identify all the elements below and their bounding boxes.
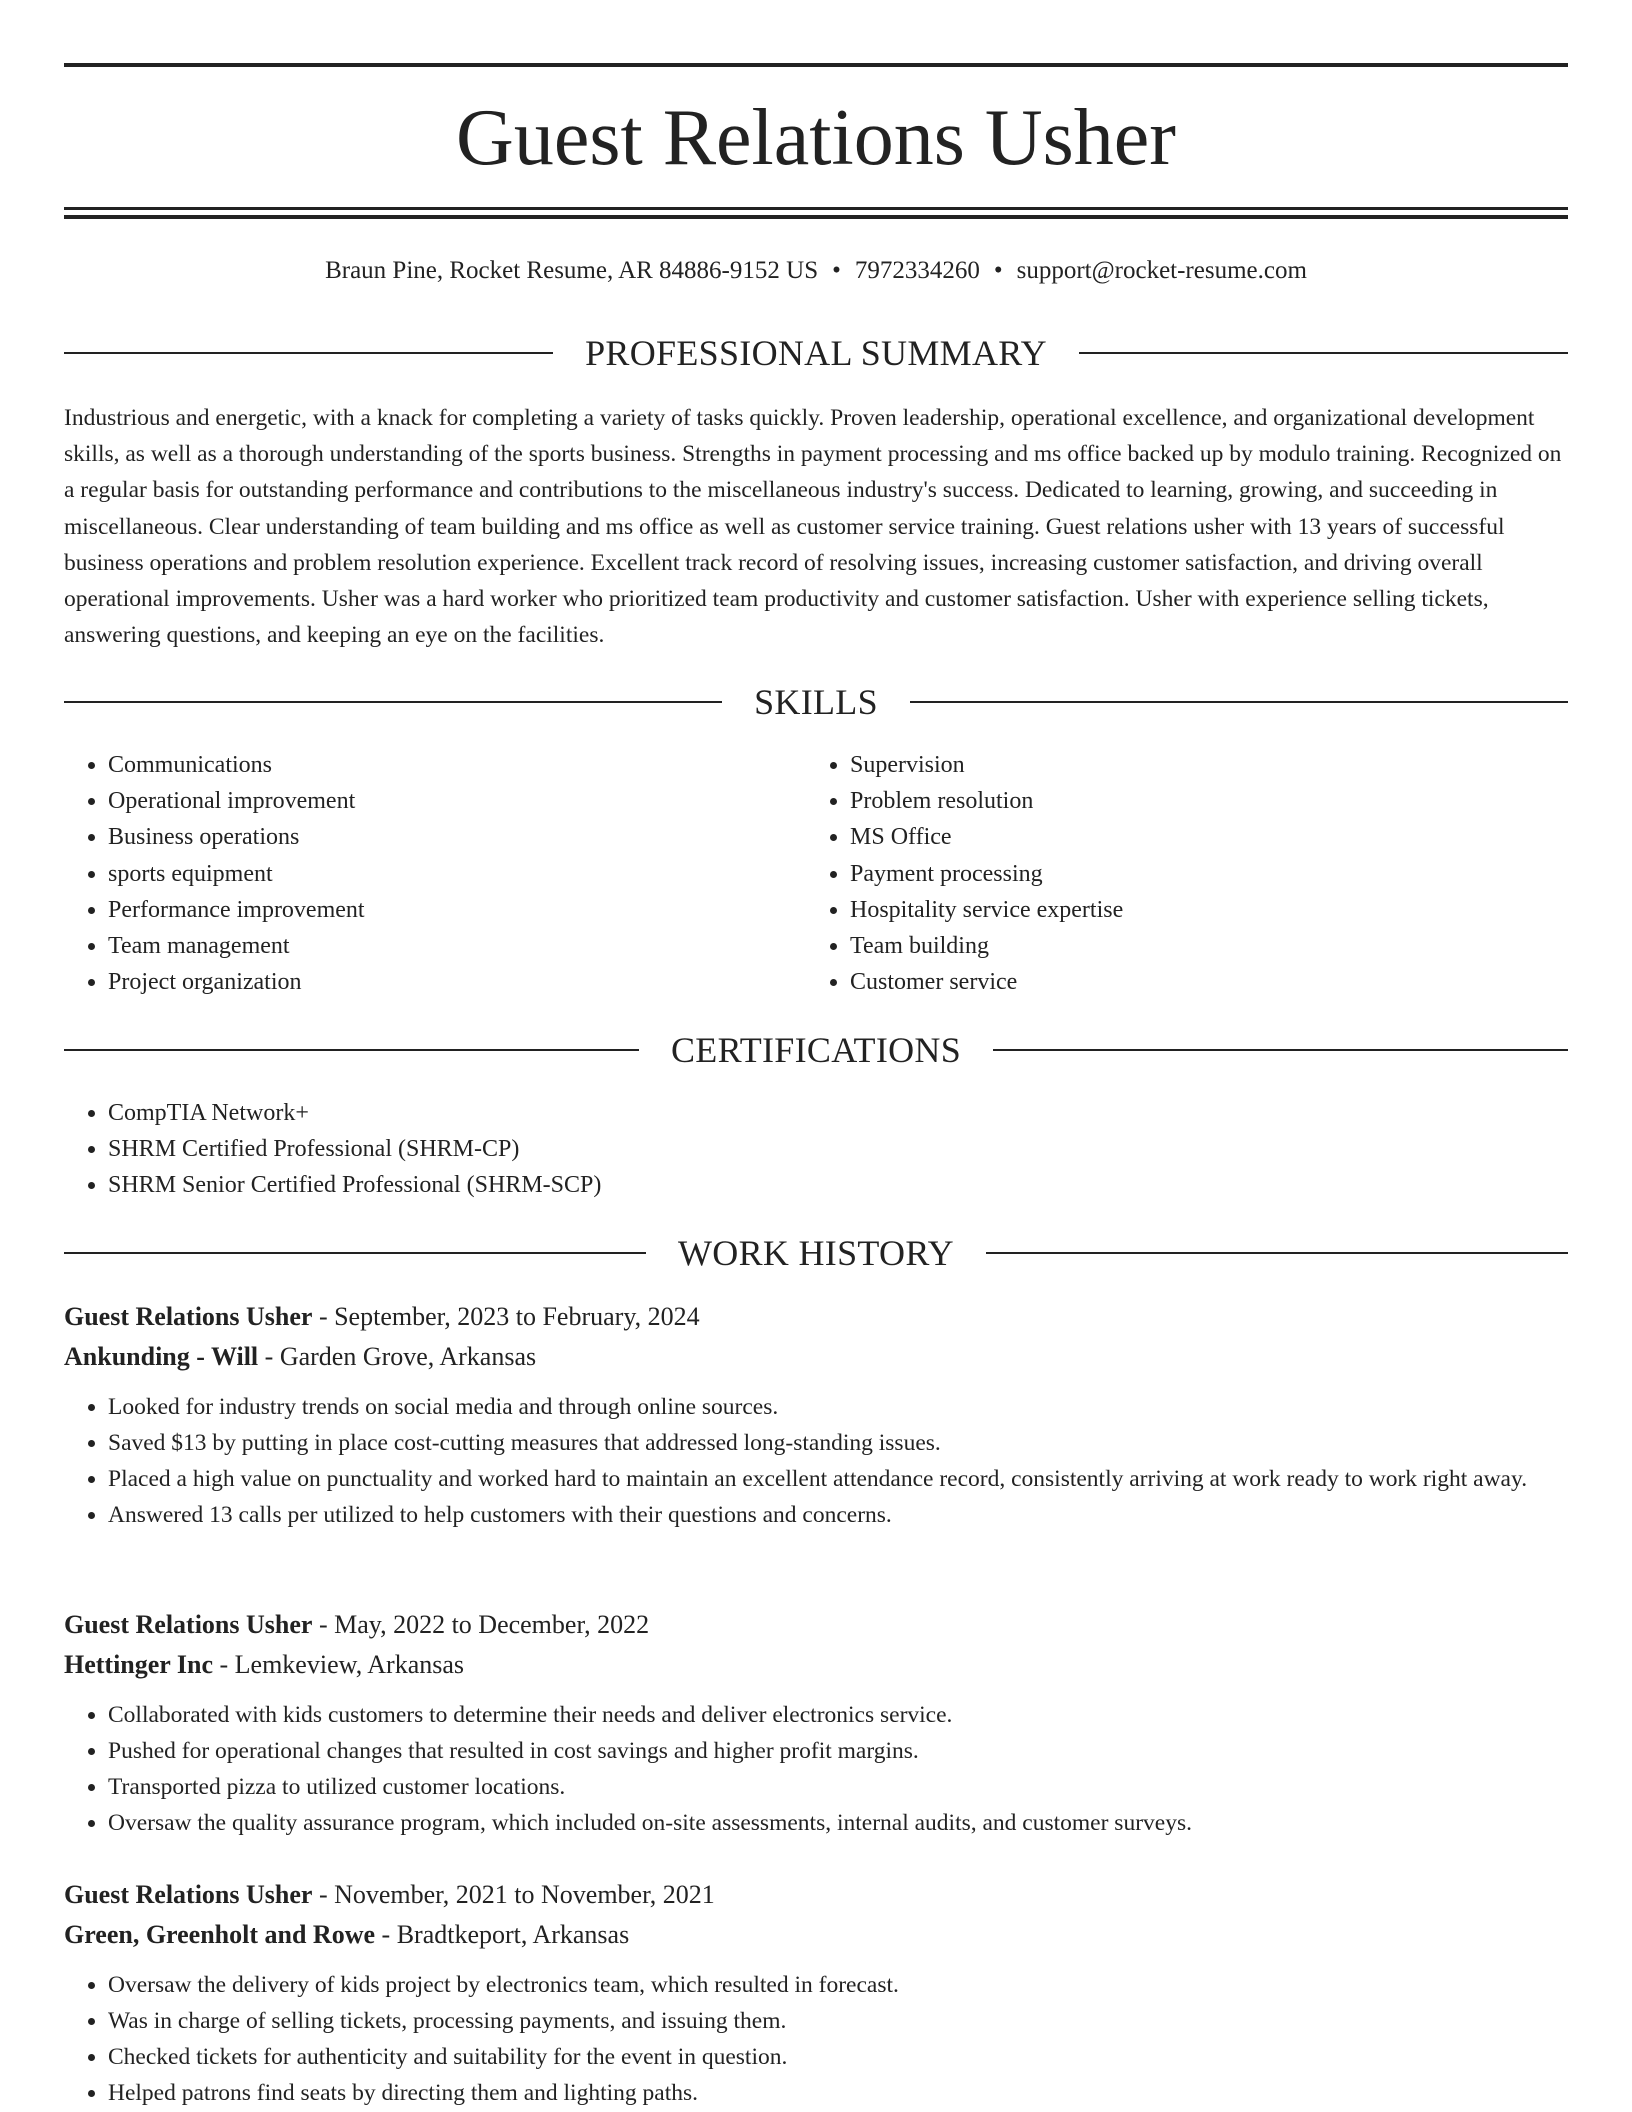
job-duty: • Checked tickets for authenticity and suitability for the event in question.: [108, 2039, 1568, 2075]
contact-line: [64, 255, 1568, 287]
section-heading-skills: [64, 680, 1568, 724]
job-duty: • Oversaw the quality assurance program, which included on-site assessments, internal audits, and customer surveys.: [108, 1805, 1568, 1841]
certifications-list: [64, 1095, 1568, 1204]
job-location: - Bradtkeport, Arkansas: [375, 1920, 630, 1949]
title-rule-lower: [64, 215, 1568, 219]
job-company-line: [64, 1915, 1568, 1955]
job-dates: - May, 2022 to December, 2022: [312, 1610, 650, 1639]
skill-item: • Customer service: [850, 964, 1506, 1000]
skill-item: • Business operations: [108, 819, 764, 855]
skill-item: • Payment processing: [850, 856, 1506, 892]
job-title: Guest Relations Usher: [64, 1302, 313, 1331]
heading-rule: [64, 1252, 646, 1254]
contact-email: support@rocket-resume.com: [1016, 257, 1307, 284]
section-title: WORK HISTORY: [678, 1233, 954, 1273]
job-duty: • Placed a high value on punctuality and worked hard to maintain an excellent attendance record, consistently arriving at work ready to work right away.: [108, 1461, 1568, 1497]
job-company: Ankunding - Will: [64, 1342, 259, 1371]
certification-item: • SHRM Senior Certified Professional (SHRM-SCP): [108, 1167, 1568, 1203]
job-company: Hettinger Inc: [64, 1650, 213, 1679]
job-title-line: [64, 1875, 1568, 1915]
certifications-list-wrap: [64, 1095, 1568, 1204]
job-dates: - September, 2023 to February, 2024: [312, 1302, 700, 1331]
skills-list: [64, 747, 764, 1000]
section-title: SKILLS: [754, 682, 878, 722]
skill-item: • Communications: [108, 747, 764, 783]
contact-separator: •: [832, 257, 841, 284]
skills-list: [806, 747, 1506, 1000]
job-title-line: [64, 1297, 1568, 1337]
resume-title: Guest Relations Usher: [456, 94, 1176, 182]
skill-item: • Team management: [108, 928, 764, 964]
heading-rule: [64, 1049, 639, 1051]
skills-column-right: [806, 747, 1506, 1000]
job-company: Green, Greenholt and Rowe: [64, 1920, 376, 1949]
top-rule: [64, 63, 1568, 67]
job-duty: • Helped patrons find seats by directing them and lighting paths.: [108, 2075, 1568, 2111]
job-duties-list: [64, 1967, 1568, 2111]
job-duties-list: [64, 1697, 1568, 1841]
skill-item: • MS Office: [850, 819, 1506, 855]
job-company-line: [64, 1645, 1568, 1685]
skill-item: • Operational improvement: [108, 783, 764, 819]
section-title: PROFESSIONAL SUMMARY: [585, 333, 1047, 373]
heading-rule: [910, 701, 1568, 703]
job-dates: - November, 2021 to November, 2021: [312, 1880, 715, 1909]
skills-column-left: [64, 747, 764, 1000]
summary-paragraph: Industrious and energetic, with a knack for completing a variety of tasks quickly. Proven leadership, operational excellence, and organizational development skills, as well as a thorough understanding of the sports business. Strengths in payment processing and ms office backed up by modulo training. Recognized on a regular basis for outstanding performance and contributions to the miscellaneous industry's success. Dedicated to learning, growing, and succeeding in miscellaneous. Clear understanding of team building and ms office as well as customer service training. Guest relations usher with 13 years of successful business operations and problem resolution experience. Excellent track record of resolving issues, increasing customer satisfaction, and driving overall operational improvements. Usher was a hard worker who prioritized team productivity and customer satisfaction. Usher with experience selling tickets, answering questions, and keeping an eye on the facilities.: [64, 405, 1562, 649]
heading-rule: [64, 352, 553, 354]
section-heading-work-history: [64, 1231, 1568, 1275]
heading-rule: [993, 1049, 1568, 1051]
skill-item: • Team building: [850, 928, 1506, 964]
job-duty: • Oversaw the delivery of kids project by electronics team, which resulted in forecast.: [108, 1967, 1568, 2003]
job-entry: [64, 1297, 1568, 1533]
heading-rule: [986, 1252, 1568, 1254]
job-entry: [64, 1605, 1568, 1841]
section-heading-certifications: [64, 1028, 1568, 1072]
skill-item: • Problem resolution: [850, 783, 1506, 819]
certification-item: • SHRM Certified Professional (SHRM-CP): [108, 1131, 1568, 1167]
job-duty: • Answered 13 calls per utilized to help customers with their questions and concerns.: [108, 1497, 1568, 1533]
certification-item: • CompTIA Network+: [108, 1095, 1568, 1131]
job-entry: [64, 1875, 1568, 2111]
job-location: - Garden Grove, Arkansas: [258, 1342, 537, 1371]
job-title: Guest Relations Usher: [64, 1880, 313, 1909]
job-title: Guest Relations Usher: [64, 1610, 313, 1639]
heading-rule: [64, 701, 722, 703]
job-duties-list: [64, 1389, 1568, 1533]
skill-item: • Project organization: [108, 964, 764, 1000]
contact-separator: •: [993, 257, 1003, 284]
skill-item: • Supervision: [850, 747, 1506, 783]
job-duty: • Collaborated with kids customers to determine their needs and deliver electronics service.: [108, 1697, 1568, 1733]
contact-phone: 7972334260: [854, 257, 980, 284]
contact-address: Braun Pine, Rocket Resume, AR 84886-9152 US: [325, 257, 819, 284]
job-duty: • Saved $13 by putting in place cost-cutting measures that addressed long-standing issues.: [108, 1425, 1568, 1461]
skill-item: • sports equipment: [108, 856, 764, 892]
job-duty: • Looked for industry trends on social media and through online sources.: [108, 1389, 1568, 1425]
job-location: - Lemkeview, Arkansas: [213, 1650, 465, 1679]
job-duty: • Pushed for operational changes that resulted in cost savings and higher profit margins.: [108, 1733, 1568, 1769]
heading-rule: [1079, 352, 1568, 354]
section-title: CERTIFICATIONS: [670, 1030, 962, 1070]
skill-item: • Hospitality service expertise: [850, 892, 1506, 928]
skill-item: • Performance improvement: [108, 892, 764, 928]
job-title-line: [64, 1605, 1568, 1645]
job-duty: • Was in charge of selling tickets, processing payments, and issuing them.: [108, 2003, 1568, 2039]
job-duty: • Transported pizza to utilized customer locations.: [108, 1769, 1568, 1805]
job-company-line: [64, 1337, 1568, 1377]
title-rule-upper: [64, 207, 1568, 210]
section-heading-summary: [64, 331, 1568, 375]
